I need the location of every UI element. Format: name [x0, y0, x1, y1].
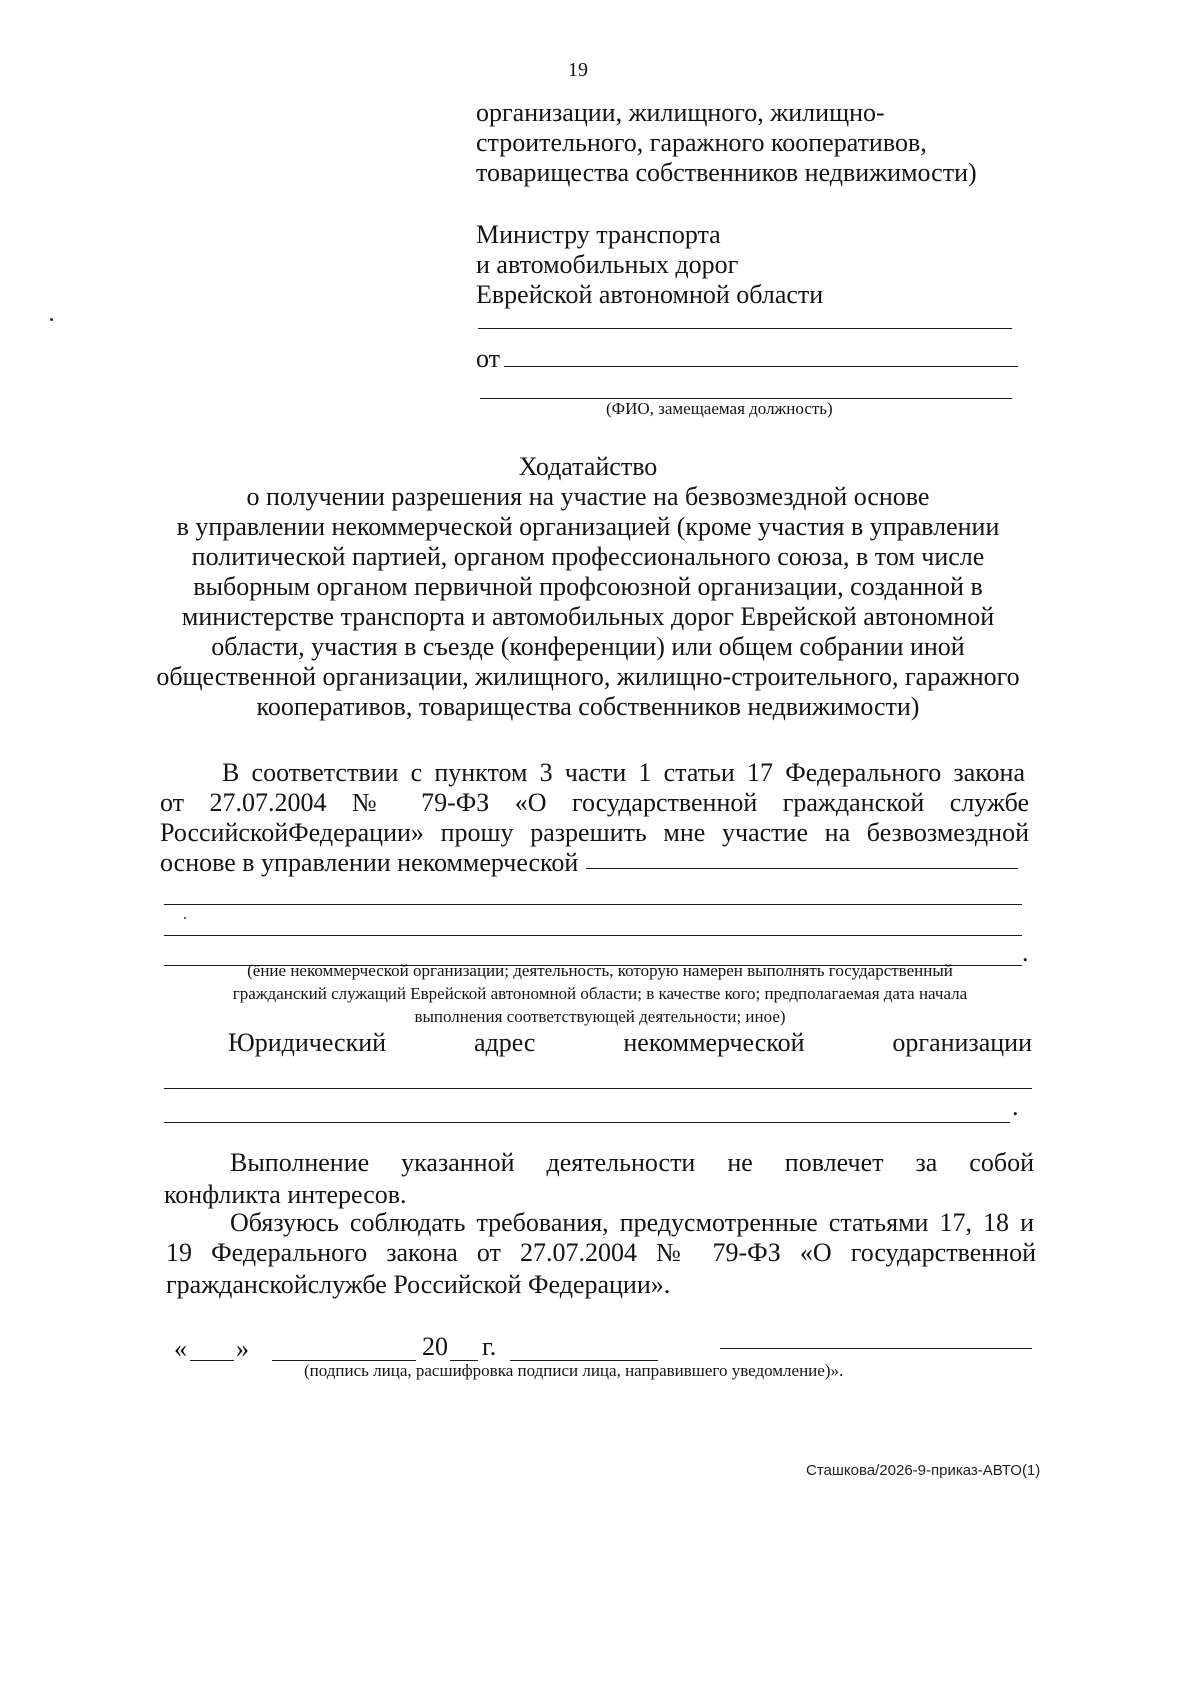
- obligation-line: 19 Федерального закона от 27.07.2004 № 79-ФЗ «О государственной: [166, 1238, 1036, 1267]
- title-line: политической партией, органом профессионального союза, в том числе: [191, 542, 985, 571]
- organization-caption-line: выполнения соответствующей деятельности; иное): [414, 1007, 786, 1026]
- document-footer-code: Сташкова/2026-9-приказ-АВТО(1): [806, 1462, 1041, 1479]
- organization-blank-line-2: [164, 904, 1022, 905]
- legal-address-blank-line-2: [164, 1122, 1010, 1123]
- from-blank-line: [504, 366, 1018, 367]
- day-blank-line: [190, 1360, 234, 1361]
- fio-caption: (ФИО, замещаемая должность): [606, 399, 833, 418]
- request-line: основе в управлении некоммерческой: [160, 848, 579, 877]
- title-line: в управлении некоммерческой организацией (кроме участия в управлении: [176, 512, 1000, 541]
- obligation-line: гражданскойслужбе Российской Федерации».: [166, 1270, 671, 1299]
- addressee-line-3: Еврейской автономной области: [476, 280, 824, 309]
- page-number: 19: [568, 59, 588, 81]
- from-label: от: [476, 344, 501, 373]
- year-suffix: г.: [482, 1332, 497, 1361]
- title-line: о получении разрешения на участие на безвозмездной основе: [246, 482, 930, 511]
- date-open-quote: «: [174, 1334, 187, 1363]
- addressee-line-2: и автомобильных дорог: [476, 250, 739, 279]
- title-line: общественной организации, жилищного, жилищно-строительного, гаражного: [156, 662, 1020, 691]
- petition-heading: Ходатайство: [518, 452, 658, 481]
- legal-address-blank-line-1: [164, 1088, 1032, 1089]
- request-line: В соответствии с пунктом 3 части 1 статьи 17 Федерального закона: [222, 758, 1025, 787]
- addressee-cont-line-1: организации, жилищного, жилищно-: [476, 98, 885, 127]
- no-conflict-line: конфликта интересов.: [164, 1180, 407, 1209]
- legal-address-label: Юридический адрес некоммерческой организации: [228, 1028, 1032, 1057]
- request-line: от 27.07.2004 № 79-ФЗ «О государственной гражданской службе: [160, 788, 1029, 817]
- organization-caption-line: (ёние некоммерческой организации; деятельность, которую намерен выполнять государственный: [247, 961, 953, 980]
- request-line: РоссийскойФедерации» прошу разрешить мне участие на безвозмездной: [160, 818, 1029, 847]
- title-line: кооперативов, товарищества собственников недвижимости): [256, 692, 920, 721]
- legal-address-period: .: [1012, 1092, 1019, 1121]
- blank-period: .: [1022, 938, 1029, 967]
- scan-speck: [184, 917, 186, 919]
- no-conflict-line: Выполнение указанной деятельности не повлечет за собой: [230, 1148, 1034, 1177]
- title-line: министерстве транспорта и автомобильных дорог Еврейской автономной: [181, 602, 995, 631]
- organization-blank-line-1: [586, 868, 1018, 869]
- addressee-line-1: Министру транспорта: [476, 220, 721, 249]
- addressee-cont-line-3: товарищества собственников недвижимости): [476, 158, 977, 187]
- title-line: области, участия в съезде (конференции) или общем собрании иной: [211, 632, 965, 661]
- signature-caption: (подпись лица, расшифровка подписи лица, направившего уведомление)».: [304, 1361, 844, 1380]
- scan-speck: [50, 318, 53, 321]
- date-close-quote: »: [236, 1334, 249, 1363]
- organization-blank-line-3: [164, 935, 1022, 936]
- organization-caption-line: гражданский служащий Еврейской автономной области; в качестве кого; предполагаемая дата начала: [232, 984, 968, 1003]
- addressee-blank-line-1: [478, 328, 1012, 329]
- addressee-cont-line-2: строительного, гаражного кооперативов,: [476, 128, 927, 157]
- title-line: выборным органом первичной профсоюзной организации, созданной в: [193, 572, 983, 601]
- obligation-line: Обязуюсь соблюдать требования, предусмотренные статьями 17, 18 и: [230, 1208, 1034, 1237]
- year-prefix: 20: [422, 1332, 448, 1361]
- signature-decoding-blank-line: [720, 1348, 1032, 1349]
